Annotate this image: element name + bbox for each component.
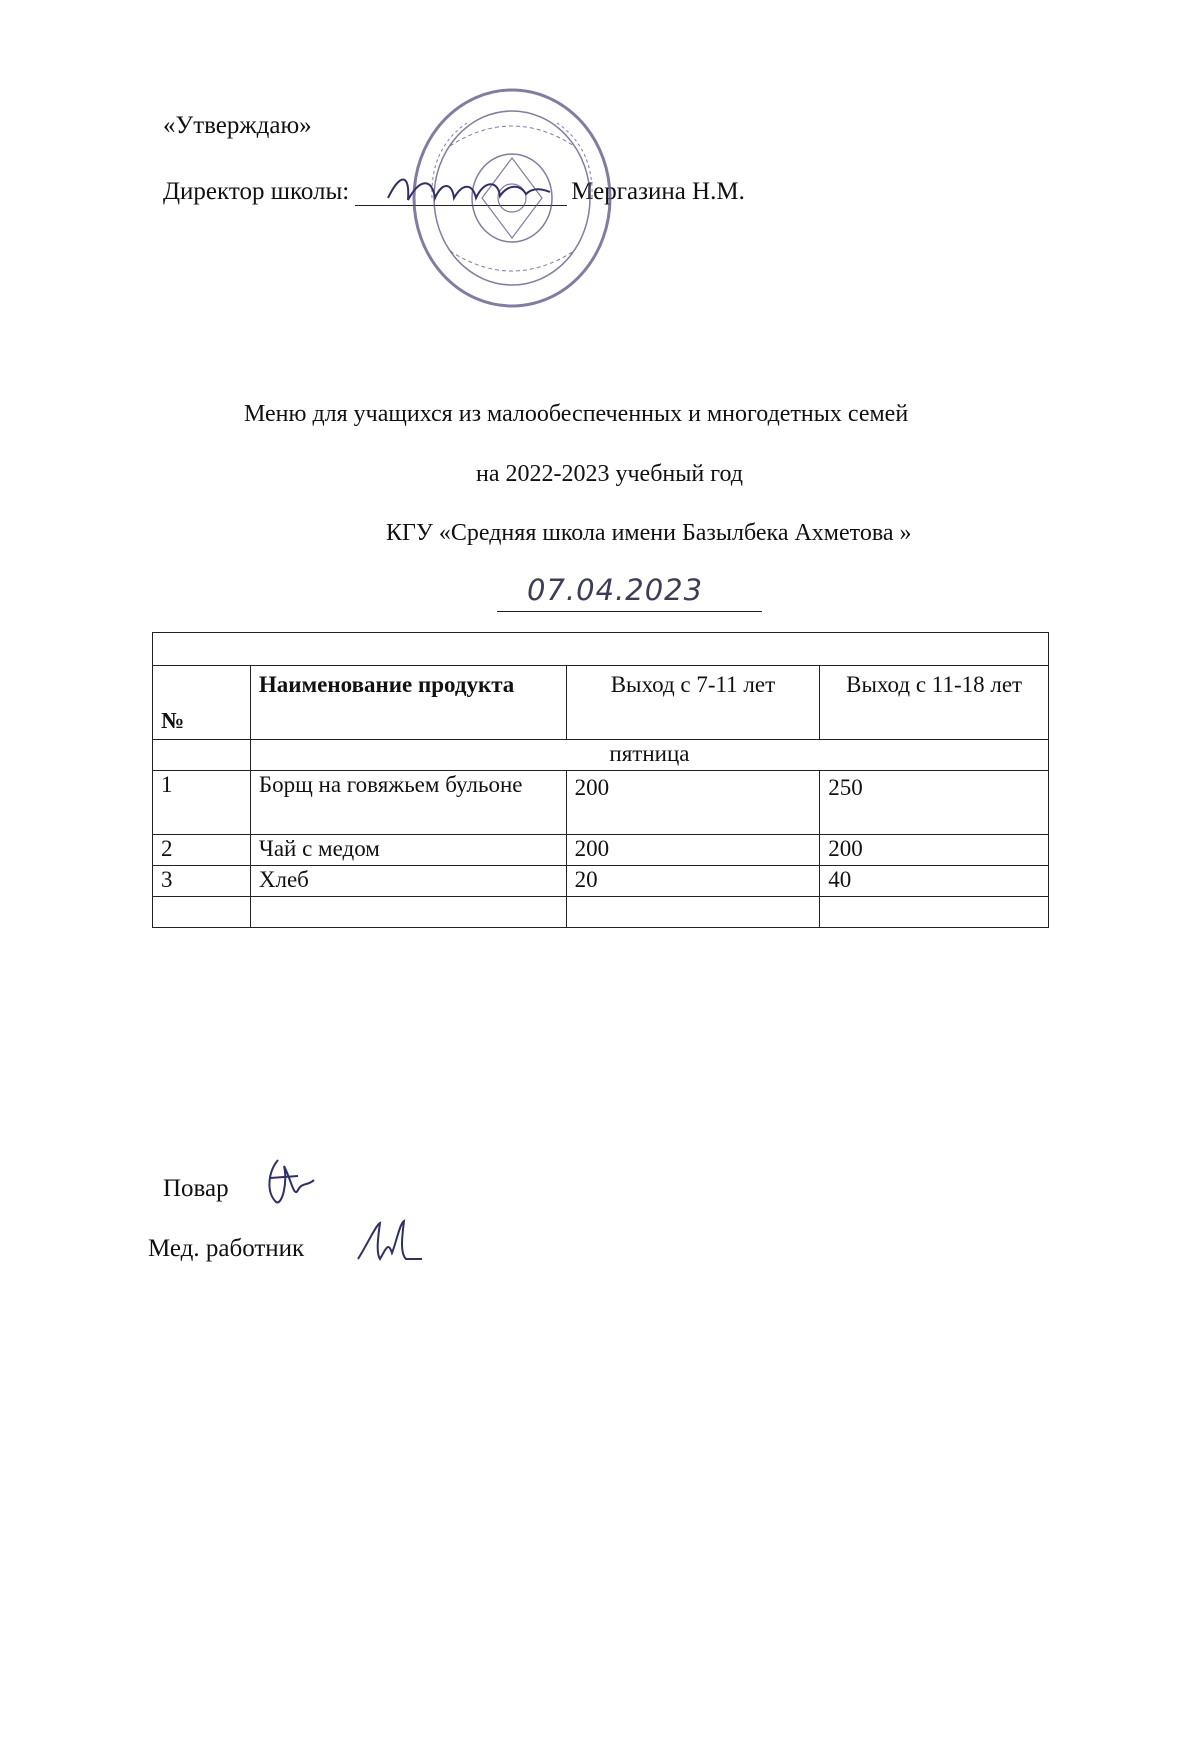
row-name: Чай с медом [250, 835, 566, 866]
row-name: Борщ на говяжьем бульоне [250, 771, 566, 835]
table-row [153, 897, 1049, 928]
table-top-row [153, 633, 1049, 666]
date-line [497, 575, 762, 612]
row-out-11-18: 200 [820, 835, 1049, 866]
table-cell [820, 897, 1049, 928]
row-out-7-11: 200 [566, 771, 820, 835]
row-out-11-18: 250 [820, 771, 1049, 835]
row-num: 2 [153, 835, 251, 866]
approval-heading: «Утверждаю» [163, 112, 312, 139]
table-row [153, 771, 1049, 835]
school-year: на 2022-2023 учебный год [476, 461, 743, 487]
row-num: 3 [153, 866, 251, 897]
table-cell [153, 897, 251, 928]
director-label: Директор школы: [163, 178, 350, 205]
menu-title: Меню для учащихся из малообеспеченных и многодетных семей [244, 401, 909, 427]
row-num: 1 [153, 771, 251, 835]
day-name: пятница [250, 740, 1048, 771]
day-row [153, 740, 1049, 771]
header-out-7-11: Выход с 7-11 лет [566, 666, 820, 740]
row-out-7-11: 20 [566, 866, 820, 897]
menu-table [152, 632, 1049, 928]
header-num: № [153, 666, 251, 740]
school-name: КГУ «Средняя школа имени Базылбека Ахметова » [386, 520, 912, 546]
med-worker-signature [354, 1213, 426, 1269]
row-out-11-18: 40 [820, 866, 1049, 897]
header-out-11-18: Выход с 11-18 лет [820, 666, 1049, 740]
row-out-7-11: 200 [566, 835, 820, 866]
table-row [153, 835, 1049, 866]
cook-label: Повар [163, 1175, 229, 1202]
header-name: Наименование продукта [250, 666, 566, 740]
med-worker-label: Мед. работник [148, 1235, 305, 1262]
table-cell [153, 740, 251, 771]
table-header-row [153, 666, 1049, 740]
director-signature [380, 168, 560, 208]
cook-signature [258, 1152, 320, 1212]
handwritten-date: 07.04.2023 [527, 573, 704, 607]
table-row [153, 866, 1049, 897]
row-name: Хлеб [250, 866, 566, 897]
table-cell [566, 897, 820, 928]
director-name: Мергазина Н.М. [571, 178, 745, 205]
table-cell [250, 897, 566, 928]
table-cell [153, 633, 1049, 666]
